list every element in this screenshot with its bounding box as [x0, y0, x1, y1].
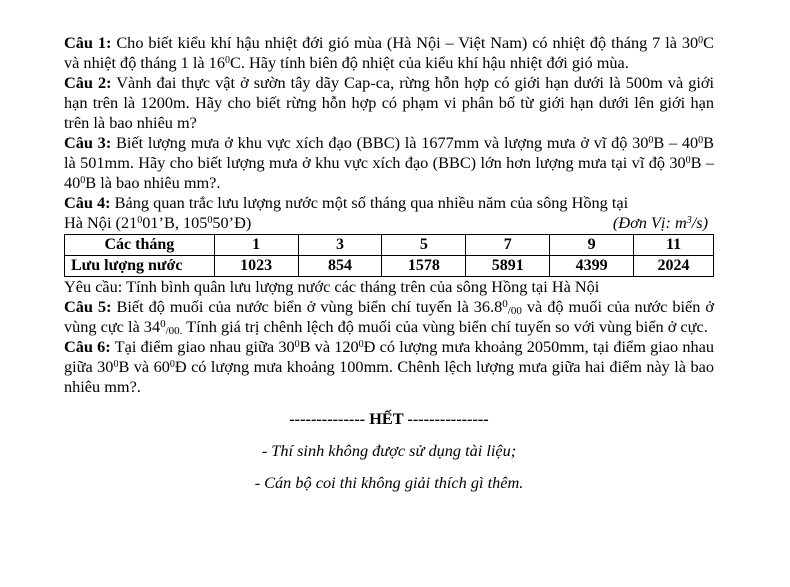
question-4: Câu 4: Bảng quan trắc lưu lượng nước một số tháng qua nhiều năm của sông Hồng tại [64, 193, 629, 212]
unit-label: (Đơn Vị: $m^3/s$) [612, 213, 708, 232]
table-row-label: Lưu lượng nước [65, 256, 215, 277]
table-header-cell: 1 [214, 235, 298, 256]
river-flow-table [64, 234, 714, 277]
table-cell: 1578 [382, 256, 466, 277]
table-header-row [65, 235, 714, 256]
note-no-explanation: - Cán bộ coi thi không giải thích gì thêm. [254, 473, 524, 492]
question-5-label: Câu 5: [64, 297, 112, 316]
table-cell: 5891 [466, 256, 550, 277]
question-1: Câu 1: Cho biết kiểu khí hậu nhiệt đới gió mùa (Hà Nội – Việt Nam) có nhiệt độ tháng 7 là $30^0C$ và nhiệt độ tháng 1 là $16^0C$. Hãy tính biên độ nhiệt của kiểu khí hậu nhiệt đới gió mùa. [64, 33, 714, 72]
table-header-cell: 5 [382, 235, 466, 256]
question-1-label: Câu 1: [64, 33, 112, 52]
question-3-label: Câu 3: [64, 133, 112, 152]
end-marker: -------------- HẾT --------------- [289, 409, 489, 428]
station-location: Hà Nội ($21^001’B$, $105^050’Đ$) [64, 213, 252, 232]
question-6-label: Câu 6: [64, 337, 111, 356]
table-cell: 4399 [550, 256, 634, 277]
table-header-cell: 7 [466, 235, 550, 256]
question-3: Câu 3: Biết lượng mưa ở khu vực xích đạo (BBC) là 1677mm và lượng mưa ở vĩ độ $30^0B - 40^0B$ là 501mm. Hãy cho biết lượng mưa ở khu vực xích đạo (BBC) lớn hơn lượng mưa tại vĩ độ $30^0B - 40^0B$ là bao nhiêu mm?. [64, 133, 715, 192]
question-4-label: Câu 4: [64, 193, 111, 212]
table-header-cell: 9 [550, 235, 634, 256]
table-header-cell: 11 [634, 235, 714, 256]
table-cell: 1023 [214, 256, 298, 277]
question-2: Câu 2: Vành đai thực vật ở sườn tây dãy Cap-ca, rừng hỗn hợp có giới hạn dưới là 500m và giới hạn trên là 1200m. Hãy cho biết rừng hỗn hợp có phạm vi phân bố từ giới hạn dưới lên giới hạn trên là bao nhiêu m? [64, 73, 714, 132]
table-header-label: Các tháng [65, 235, 215, 256]
table-cell: 2024 [634, 256, 714, 277]
table-header-cell: 3 [298, 235, 382, 256]
question-2-label: Câu 2: [64, 73, 112, 92]
question-5: Câu 5: Biết độ muối của nước biển ở vùng biển chí tuyến là 36.8$^0$/00 và độ muối của nước biển ở vùng cực là $34^0/00$. Tính giá trị chênh lệch độ muối của vùng biển chí tuyến so với vùng biển ở cực. [64, 297, 714, 337]
question-6: Câu 6: Tại điểm giao nhau giữa $30^0B$ và $120^0Đ$ có lượng mưa khoảng 2050mm, tại điểm giao nhau giữa $30^0B$ và $60^0Đ$ có lượng mưa khoảng 100mm. Chênh lệch lượng mưa giữa hai điểm này là bao nhiêu mm?. [64, 337, 714, 396]
table-cell: 854 [298, 256, 382, 277]
question-4-request: Yêu cầu: Tính bình quân lưu lượng nước các tháng trên của sông Hồng tại Hà Nội [64, 277, 600, 296]
note-no-documents: - Thí sinh không được sử dụng tài liệu; [261, 441, 517, 460]
table-row [65, 256, 714, 277]
exam-page [64, 33, 714, 493]
table-caption [64, 213, 714, 233]
